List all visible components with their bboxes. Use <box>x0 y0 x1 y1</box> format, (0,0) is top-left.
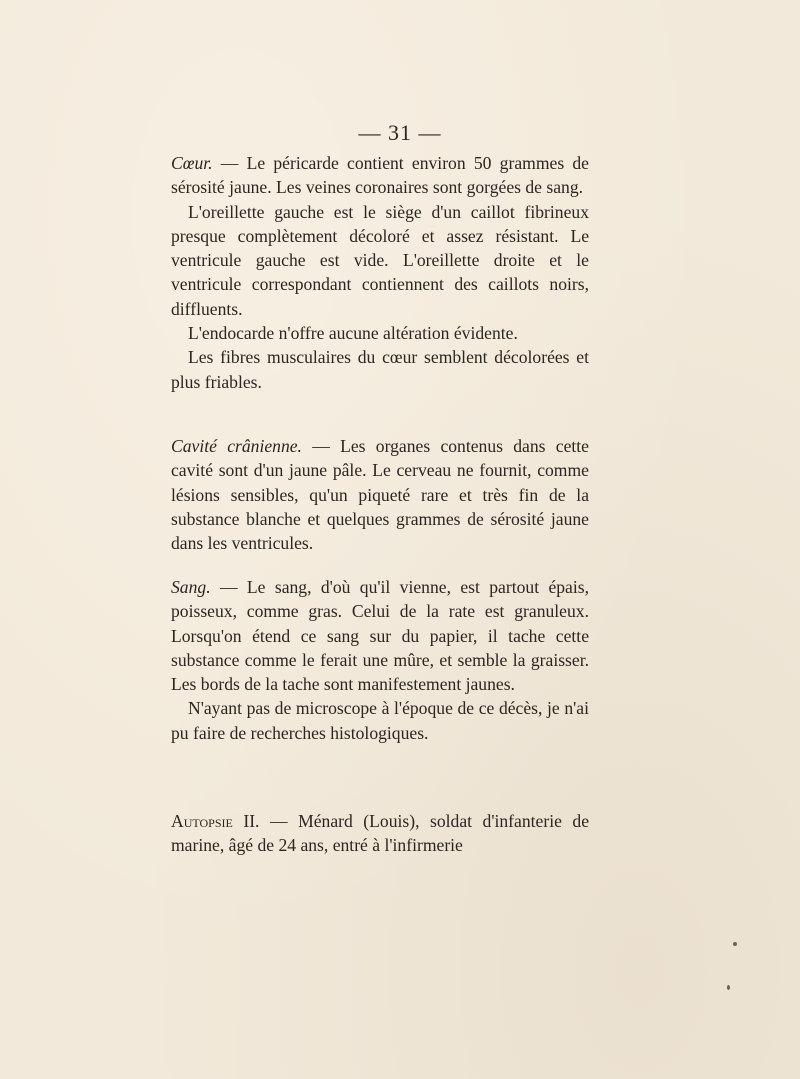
paragraph: L'oreillette gauche est le siège d'un caillot fibrineux presque complètement décoloré et assez résistant. Le ventricule gauche est vide. L'oreillette droite et le ventricule correspondant contiennent des caillots noirs, diffluents. <box>171 201 589 319</box>
paragraph <box>171 434 589 555</box>
paragraph-text: — Le péricarde contient environ 50 grammes de sérosité jaune. Les veines coronaires sont gorgées de sang. <box>171 153 589 198</box>
paragraph-text: — Le sang, d'où qu'il vienne, est partout épais, poisseux, comme gras. Celui de la rate est granuleux. Lorsqu'on étend ce sang sur du papier, il tache cette substance comme le ferait une mûre, et semble la graisser. Les bords de la tache sont manifestement jaunes. <box>171 577 589 695</box>
section-heading: Sang. <box>171 577 211 597</box>
section-heading: Cavité crânienne. <box>171 436 302 456</box>
paragraph-text: — Les organes contenus dans cette cavité sont d'un jaune pâle. Le cerveau ne fournit, comme lésions sensibles, qu'un piqueté rare et très fin de la substance blanche et quelques grammes de sérosité jaune dans les ventricules. <box>171 436 589 554</box>
paragraph-text: — Ménard (Louis), soldat d'infanterie de marine, âgé de 24 ans, entré à l'infirmerie <box>171 811 589 856</box>
paper-speck <box>727 985 730 990</box>
section-sang <box>171 575 589 745</box>
paragraph: L'endocarde n'offre aucune altération évidente. <box>188 323 518 344</box>
section-autopsie <box>171 809 589 858</box>
paragraph: N'ayant pas de microscope à l'époque de ce décès, je n'ai pu faire de recherches histologiques. <box>171 698 589 743</box>
paragraph <box>171 809 589 858</box>
section-heading: Autopsie II. <box>171 811 260 831</box>
page-number: — 31 — <box>358 120 442 145</box>
paragraph <box>171 575 589 696</box>
section-cavite-cranienne <box>171 434 589 555</box>
paragraph <box>171 151 589 200</box>
section-coeur <box>171 151 589 394</box>
paragraph: Les fibres musculaires du cœur semblent décolorées et plus friables. <box>171 347 589 392</box>
paper-speck <box>733 942 737 946</box>
section-heading: Cœur. <box>171 153 213 173</box>
